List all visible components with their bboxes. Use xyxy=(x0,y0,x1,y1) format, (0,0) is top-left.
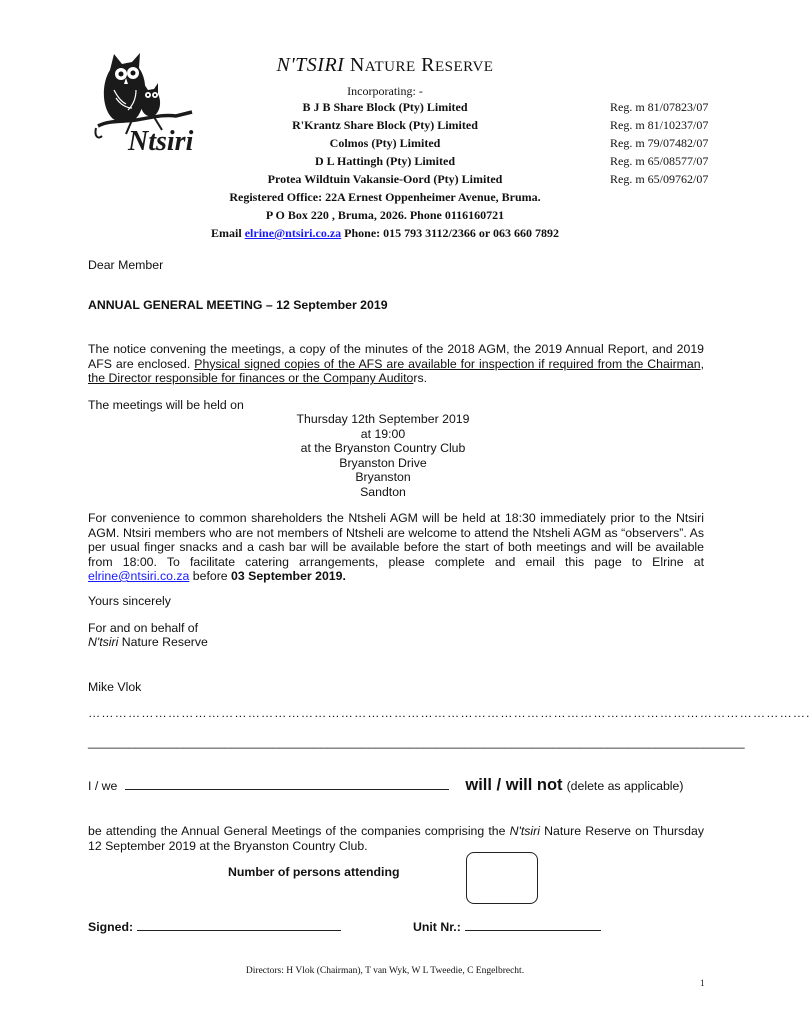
company-name: Protea Wildtuin Vakansie-Oord (Pty) Limited xyxy=(267,172,503,186)
afs-availability-note: Physical signed copies of the AFS are available for inspection if required from the Chairman, the Director responsible for finances or the Company Audito xyxy=(88,356,704,385)
dotted-line: ………………………………………………………………………………………………………………………………………………. xyxy=(88,706,810,720)
email-phone-line xyxy=(0,226,770,241)
directors-footer: Directors: H Vlok (Chairman), T van Wyk, W L Tweedie, C Engelbrecht. xyxy=(245,966,525,976)
delete-note: (delete as applicable) xyxy=(566,779,684,793)
will-option[interactable]: will / will not xyxy=(465,776,563,794)
greeting: Dear Member xyxy=(88,258,164,272)
rsvp-deadline: 03 September 2019. xyxy=(231,569,346,583)
company-reg: Reg. m 65/09762/07 xyxy=(610,172,709,186)
unit-field xyxy=(413,920,601,935)
company-name: Colmos (Pty) Limited xyxy=(329,136,441,150)
persons-attending-label: Number of persons attending xyxy=(228,865,400,879)
venue-line: at 19:00 xyxy=(360,426,406,441)
venue-line: at the Bryanston Country Club xyxy=(300,441,466,455)
attendance-line xyxy=(88,778,683,794)
signature-line[interactable] xyxy=(137,920,341,931)
attending-paragraph: be attending the Annual General Meetings of the companies comprising the N'tsiri Nature Reserve on Thursday 12 September 2019 at the Bryanston Country Club. xyxy=(88,824,704,853)
phone-text: Phone: 015 793 3112/2366 or 063 660 7892 xyxy=(344,226,559,240)
company-name: B J B Share Block (Pty) Limited xyxy=(302,100,468,114)
page-number: 1 xyxy=(700,978,705,988)
venue-block xyxy=(88,412,678,499)
venue-line: Bryanston xyxy=(355,470,411,484)
company-name: D L Hattingh (Pty) Limited xyxy=(315,154,455,168)
reserve-name-line: N'tsiri Nature Reserve xyxy=(88,635,208,649)
logo-wordmark: Ntsiri xyxy=(128,126,194,157)
company-reg: Reg. m 81/10237/07 xyxy=(610,118,709,132)
signed-field xyxy=(88,920,341,935)
reserve-title xyxy=(0,54,770,77)
closing: Yours sincerely xyxy=(88,594,171,608)
persons-count-box[interactable] xyxy=(466,852,538,904)
email-link[interactable]: elrine@ntsiri.co.za xyxy=(244,226,342,240)
elrine-email-link[interactable]: elrine@ntsiri.co.za xyxy=(88,569,190,583)
on-behalf-line: For and on behalf of xyxy=(88,621,199,635)
title-italic: N'TSIRI xyxy=(276,54,345,76)
underscore-line: ________________________________________________________________________________________________ xyxy=(88,735,745,749)
title-smallcaps: NATURE RESERVE xyxy=(349,54,494,76)
signed-label: Signed: xyxy=(88,920,134,934)
venue-line: Thursday 12th September 2019 xyxy=(296,412,470,426)
meeting-heading: ANNUAL GENERAL MEETING – 12 September 2019 xyxy=(88,298,388,312)
registered-office: Registered Office: 22A Ernest Oppenheimer Avenue, Bruma. xyxy=(229,190,541,204)
po-box-line: P O Box 220 , Bruma, 2026. Phone 0116160721 xyxy=(265,208,505,222)
notice-paragraph: The notice convening the meetings, a copy of the minutes of the 2018 AGM, the 2019 Annual Report, and 2019 AFS are enclosed. Physical signed copies of the AFS are available for inspection if required from the Chairman, the Director responsible for finances or the Company Auditors. xyxy=(88,342,704,385)
held-intro: The meetings will be held on xyxy=(88,398,244,412)
convenience-paragraph: For convenience to common shareholders the Ntsheli AGM will be held at 18:30 immediately prior to the Ntsiri AGM. Ntsiri members who are not members of Ntsheli are welcome to attend the Ntsheli AGM as “observers”. As per usual finger snacks and a cash bar will be available before the start of both meetings and will be available from 18:00. To facilitate catering arrangements, please complete and email this page to Elrine at elrine@ntsiri.co.za before 03 September 2019. xyxy=(88,511,704,583)
signer-name: Mike Vlok xyxy=(88,680,142,694)
company-name: R'Krantz Share Block (Pty) Limited xyxy=(292,118,478,132)
company-reg: Reg. m 79/07482/07 xyxy=(610,136,709,150)
company-reg: Reg. m 81/07823/07 xyxy=(610,100,709,114)
name-field[interactable] xyxy=(125,779,449,790)
company-reg: Reg. m 65/08577/07 xyxy=(610,154,709,168)
iwe-label: I / we xyxy=(88,779,118,793)
unit-label: Unit Nr.: xyxy=(413,920,461,934)
venue-line: Bryanston Drive xyxy=(339,455,427,470)
email-label: Email xyxy=(211,226,242,240)
unit-number-line[interactable] xyxy=(465,920,601,931)
venue-line: Sandton xyxy=(360,484,406,499)
incorporating-label: Incorporating: - xyxy=(347,84,423,98)
